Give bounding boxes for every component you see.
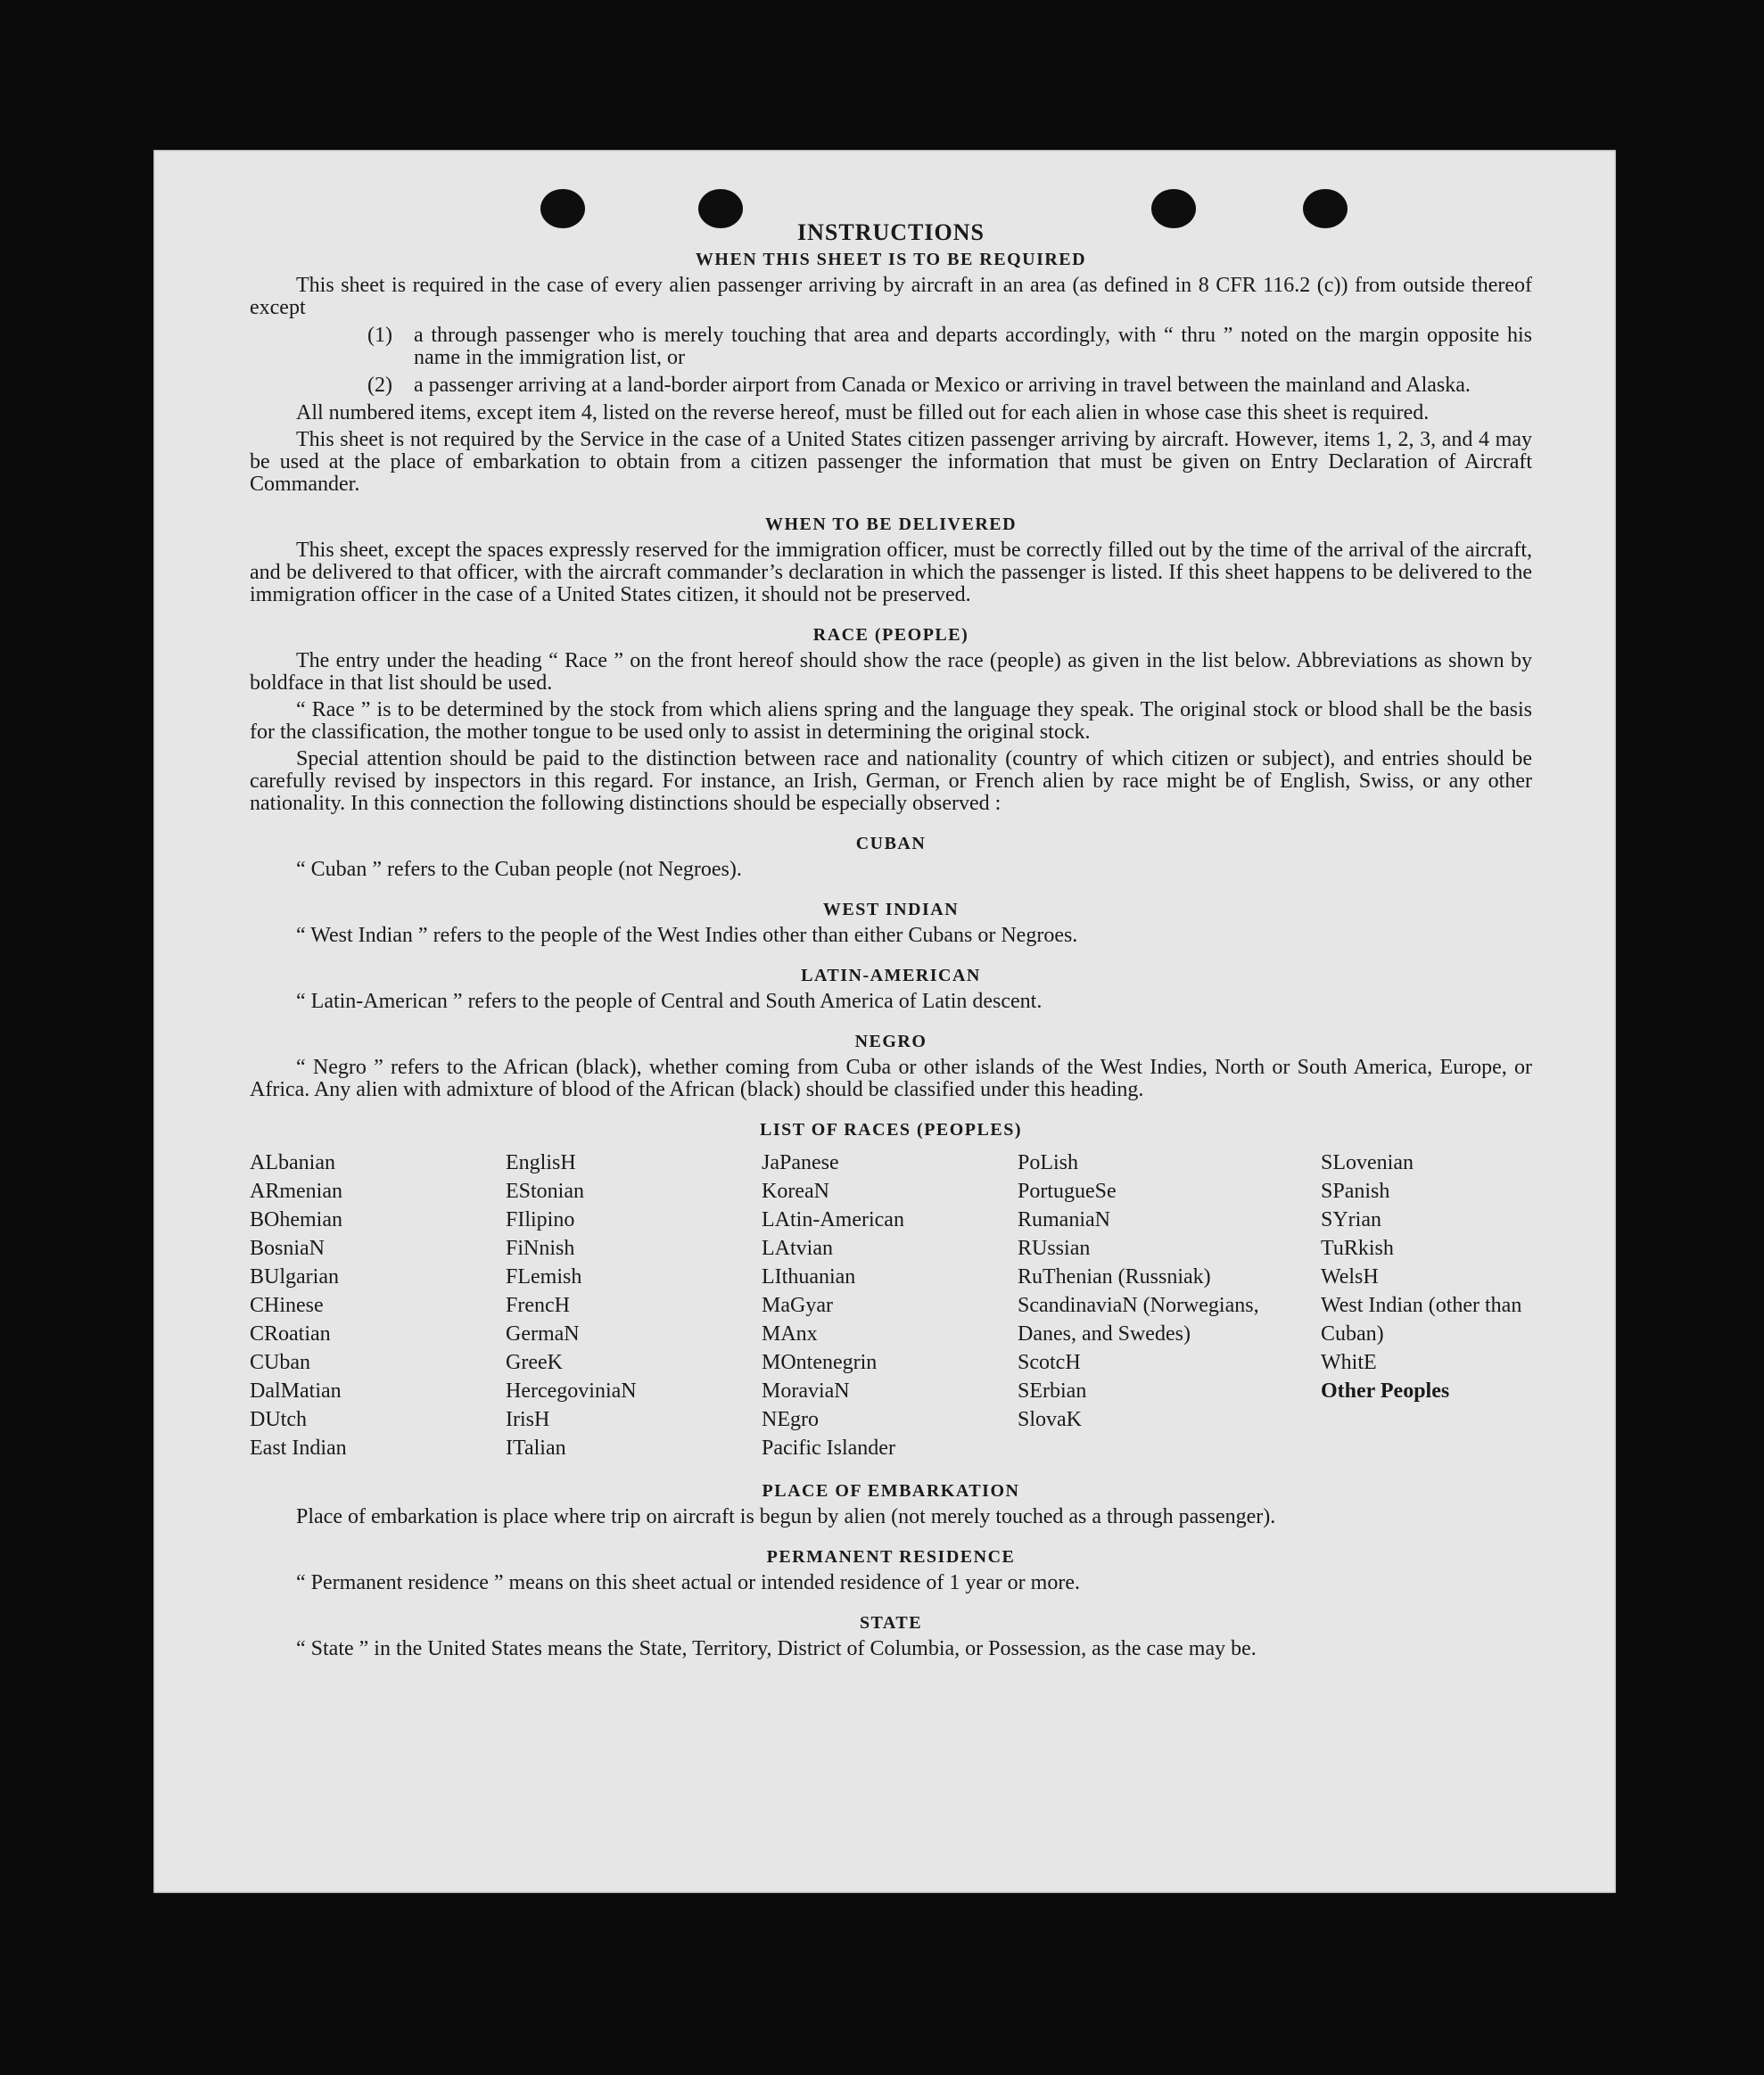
paragraph: Special attention should be paid to the distinction between race and nationality (country of which citizen or subject), and entries should be carefully revised by inspectors in this regard. For instance, an Irish, German, or French alien by race might be of English, Swiss, or any other nationality. In this connection the following distinctions should be especially observed : xyxy=(250,747,1532,815)
section-heading-cuban: CUBAN xyxy=(855,834,927,853)
section-heading-latin-american: LATIN-AMERICAN xyxy=(801,966,981,985)
races-column-2: EnglisH EStonian FIlipino FiNnish FLemish FrencH GermaN GreeK HercegoviniaN IrisH ITalian xyxy=(506,1151,637,1460)
races-column-1: ALbanian ARmenian BOhemian BosniaN BUlgarian CHinese CRoatian CUban DalMatian DUtch East Indian xyxy=(250,1151,347,1460)
paragraph: This sheet is required in the case of every alien passenger arriving by aircraft in an area (as defined in 8 CFR 116.2 (c)) from outside thereof except xyxy=(250,274,1532,319)
document-body xyxy=(250,221,1532,1665)
races-column-5: SLovenian SPanish SYrian TuRkish WelsH West Indian (other than Cuban) WhitE Other Peoples xyxy=(1321,1149,1532,1462)
section-heading-delivered: WHEN TO BE DELIVERED xyxy=(764,515,1018,534)
list-item: (1) a through passenger who is merely touching that area and departs accordingly, with “ thru ” noted on the margin opposite his name in the immigration list, or xyxy=(367,324,1532,369)
list-item: (2) a passenger arriving at a land-border airport from Canada or Mexico or arriving in travel between the mainland and Alaska. xyxy=(367,374,1471,397)
paragraph: “ Latin-American ” refers to the people of Central and South America of Latin descent. xyxy=(296,990,1043,1013)
paragraph: “ State ” in the United States means the State, Territory, District of Columbia, or Possession, as the case may be. xyxy=(296,1637,1257,1660)
section-heading-required: WHEN THIS SHEET IS TO BE REQUIRED xyxy=(695,250,1087,269)
paragraph: “ Race ” is to be determined by the stock from which aliens spring and the language they speak. The original stock or blood shall be the basis for the classification, the mother tongue to be used only to assist in determining the original stock. xyxy=(250,698,1532,744)
races-list xyxy=(250,1149,1532,1462)
section-heading-races-list: LIST OF RACES (PEOPLES) xyxy=(759,1120,1022,1140)
page-title: INSTRUCTIONS xyxy=(797,219,985,245)
races-column-4: PoLish PortugueSe RumaniaN RUssian RuThenian (Russniak) ScandinaviaN (Norwegians, Danes, and Swedes) ScotcH SErbian SlovaK xyxy=(1018,1151,1259,1431)
paragraph: This sheet, except the spaces expressly reserved for the immigration officer, must be correctly filled out by the time of the arrival of the aircraft, and be delivered to that officer, with the aircraft commander’s declaration in which the passenger is listed. If this sheet happens to be delivered to the immigration officer in the case of a United States citizen, it should not be preserved. xyxy=(250,539,1532,606)
paragraph: All numbered items, except item 4, listed on the reverse hereof, must be filled out for each alien in whose case this sheet is required. xyxy=(296,401,1430,424)
section-heading-race: RACE (PEOPLE) xyxy=(812,625,969,645)
section-heading-residence: PERMANENT RESIDENCE xyxy=(766,1547,1016,1567)
paragraph: This sheet is not required by the Service in the case of a United States citizen passenger arriving by aircraft. However, items 1, 2, 3, and 4 may be used at the place of embarkation to obtain from a citizen passenger the information that must be given on Entry Declaration of Aircraft Commander. xyxy=(250,428,1532,496)
section-heading-west-indian: WEST INDIAN xyxy=(822,900,960,919)
races-column-3: JaPanese KoreaN LAtin-American LAtvian LIthuanian MaGyar MAnx MOntenegrin MoraviaN NEgro Pacific Islander xyxy=(762,1151,904,1460)
instruction-sheet xyxy=(153,150,1616,1893)
paragraph: “ Permanent residence ” means on this sheet actual or intended residence of 1 year or more. xyxy=(296,1571,1080,1594)
paragraph: Place of embarkation is place where trip on aircraft is begun by alien (not merely touched as a through passenger). xyxy=(296,1505,1276,1528)
paragraph: “ Negro ” refers to the African (black), whether coming from Cuba or other islands of the West Indies, North or South America, Europe, or Africa. Any alien with admixture of blood of the African (black) should be classified under this heading. xyxy=(250,1056,1532,1101)
section-heading-negro: NEGRO xyxy=(854,1032,927,1051)
section-heading-state: STATE xyxy=(859,1613,923,1633)
paragraph: The entry under the heading “ Race ” on the front hereof should show the race (people) as given in the list below. Abbreviations as shown by boldface in that list should be used. xyxy=(250,649,1532,695)
section-heading-embarkation: PLACE OF EMBARKATION xyxy=(762,1481,1020,1501)
paragraph: “ West Indian ” refers to the people of the West Indies other than either Cubans or Negroes. xyxy=(296,924,1078,947)
other-peoples: Other Peoples xyxy=(1321,1379,1450,1403)
paragraph: “ Cuban ” refers to the Cuban people (not Negroes). xyxy=(296,858,742,881)
